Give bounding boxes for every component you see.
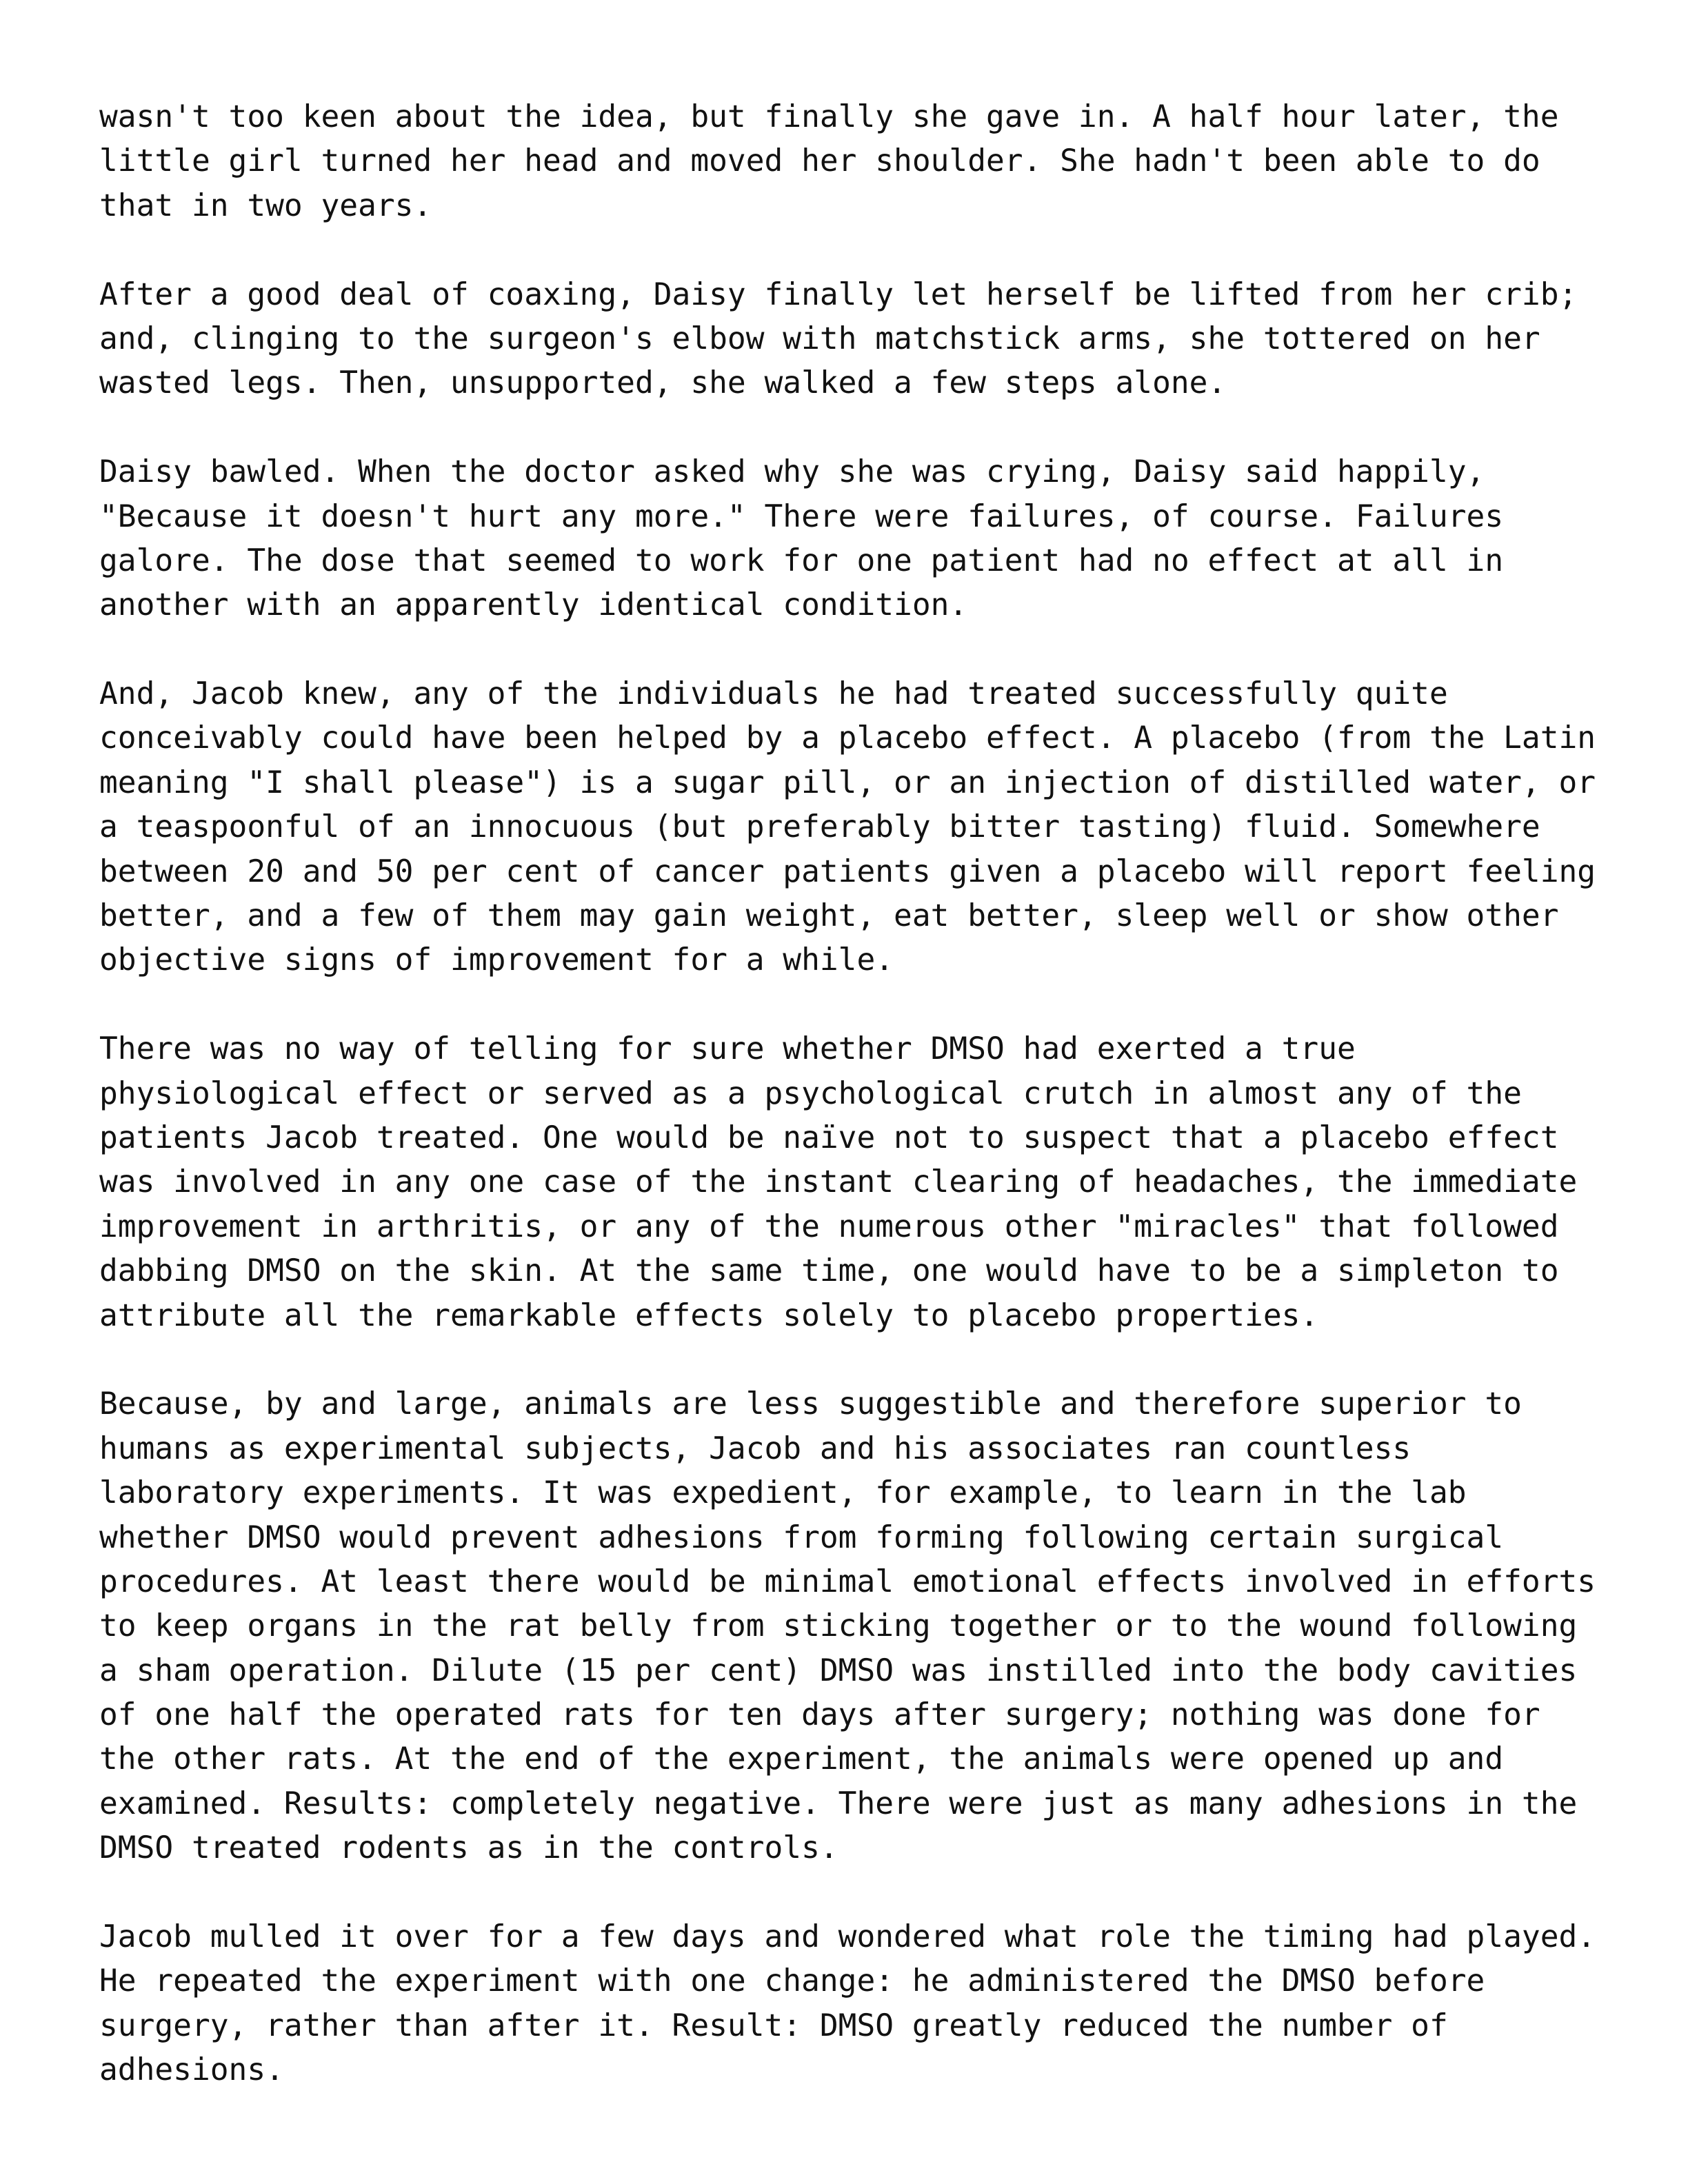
text-line: another with an apparently identical condition. xyxy=(99,587,968,623)
text-line: wasn't too keen about the idea, but finally she gave in. A half hour later, the xyxy=(99,99,1559,134)
text-line: surgery, rather than after it. Result: DMSO greatly reduced the number of xyxy=(99,2008,1448,2043)
text-line: Because, by and large, animals are less suggestible and therefore superior to xyxy=(99,1386,1522,1422)
text-line: procedures. At least there would be minimal emotional effects involved in efforts xyxy=(99,1564,1596,1599)
text-line: a teaspoonful of an innocuous (but preferably bitter tasting) fluid. Somewhere xyxy=(99,809,1540,845)
text-line: was involved in any one case of the instant clearing of headaches, the immediate xyxy=(99,1164,1578,1200)
text-line: DMSO treated rodents as in the controls. xyxy=(99,1830,838,1866)
text-line: attribute all the remarkable effects solely to placebo properties. xyxy=(99,1297,1319,1333)
text-line: a sham operation. Dilute (15 per cent) DMSO was instilled into the body cavities xyxy=(99,1652,1578,1688)
paragraph-3 xyxy=(99,450,1616,628)
text-line: better, and a few of them may gain weight, eat better, sleep well or show other xyxy=(99,898,1559,934)
text-line: between 20 and 50 per cent of cancer patients given a placebo will report feeling xyxy=(99,853,1596,889)
text-line: adhesions. xyxy=(99,2052,284,2088)
text-line: meaning "I shall please") is a sugar pill, or an injection of distilled water, or xyxy=(99,765,1596,800)
text-line: examined. Results: completely negative. There were just as many adhesions in the xyxy=(99,1786,1578,1821)
paragraph-2 xyxy=(99,273,1616,406)
text-line: wasted legs. Then, unsupported, she walked a few steps alone. xyxy=(99,365,1227,401)
text-line: And, Jacob knew, any of the individuals he had treated successfully quite xyxy=(99,676,1448,712)
text-line: the other rats. At the end of the experiment, the animals were opened up and xyxy=(99,1741,1504,1777)
text-line: to keep organs in the rat belly from sticking together or to the wound following xyxy=(99,1608,1578,1644)
text-line: galore. The dose that seemed to work for one patient had no effect at all in xyxy=(99,543,1504,578)
text-line: conceivably could have been helped by a placebo effect. A placebo (from the Latin xyxy=(99,720,1596,756)
paragraph-7 xyxy=(99,1915,1616,2093)
text-line: of one half the operated rats for ten days after surgery; nothing was done for xyxy=(99,1697,1540,1733)
text-line: laboratory experiments. It was expedient, for example, to learn in the lab xyxy=(99,1475,1467,1511)
document-page xyxy=(99,95,1616,2137)
text-line: improvement in arthritis, or any of the numerous other "miracles" that followed xyxy=(99,1209,1559,1244)
text-line: little girl turned her head and moved her shoulder. She hadn't been able to do xyxy=(99,143,1540,179)
text-line: After a good deal of coaxing, Daisy finally let herself be lifted from her crib; xyxy=(99,276,1578,312)
text-line: and, clinging to the surgeon's elbow with matchstick arms, she tottered on her xyxy=(99,321,1540,356)
text-line: objective signs of improvement for a while. xyxy=(99,942,894,978)
paragraph-1 xyxy=(99,95,1616,228)
text-line: dabbing DMSO on the skin. At the same time, one would have to be a simpleton to xyxy=(99,1253,1559,1289)
paragraph-5 xyxy=(99,1027,1616,1338)
text-line: that in two years. xyxy=(99,188,432,223)
text-line: patients Jacob treated. One would be naïve not to suspect that a placebo effect xyxy=(99,1120,1559,1155)
text-line: He repeated the experiment with one change: he administered the DMSO before xyxy=(99,1963,1485,1999)
text-line: whether DMSO would prevent adhesions from forming following certain surgical xyxy=(99,1519,1504,1555)
paragraph-6 xyxy=(99,1382,1616,1870)
text-line: Daisy bawled. When the doctor asked why she was crying, Daisy said happily, xyxy=(99,454,1485,490)
text-line: There was no way of telling for sure whether DMSO had exerted a true xyxy=(99,1031,1356,1067)
text-line: "Because it doesn't hurt any more." There were failures, of course. Failures xyxy=(99,498,1504,534)
paragraph-4 xyxy=(99,672,1616,983)
text-line: Jacob mulled it over for a few days and wondered what role the timing had played. xyxy=(99,1919,1596,1955)
text-line: physiological effect or served as a psychological crutch in almost any of the xyxy=(99,1075,1522,1111)
text-line: humans as experimental subjects, Jacob and his associates ran countless xyxy=(99,1430,1411,1466)
